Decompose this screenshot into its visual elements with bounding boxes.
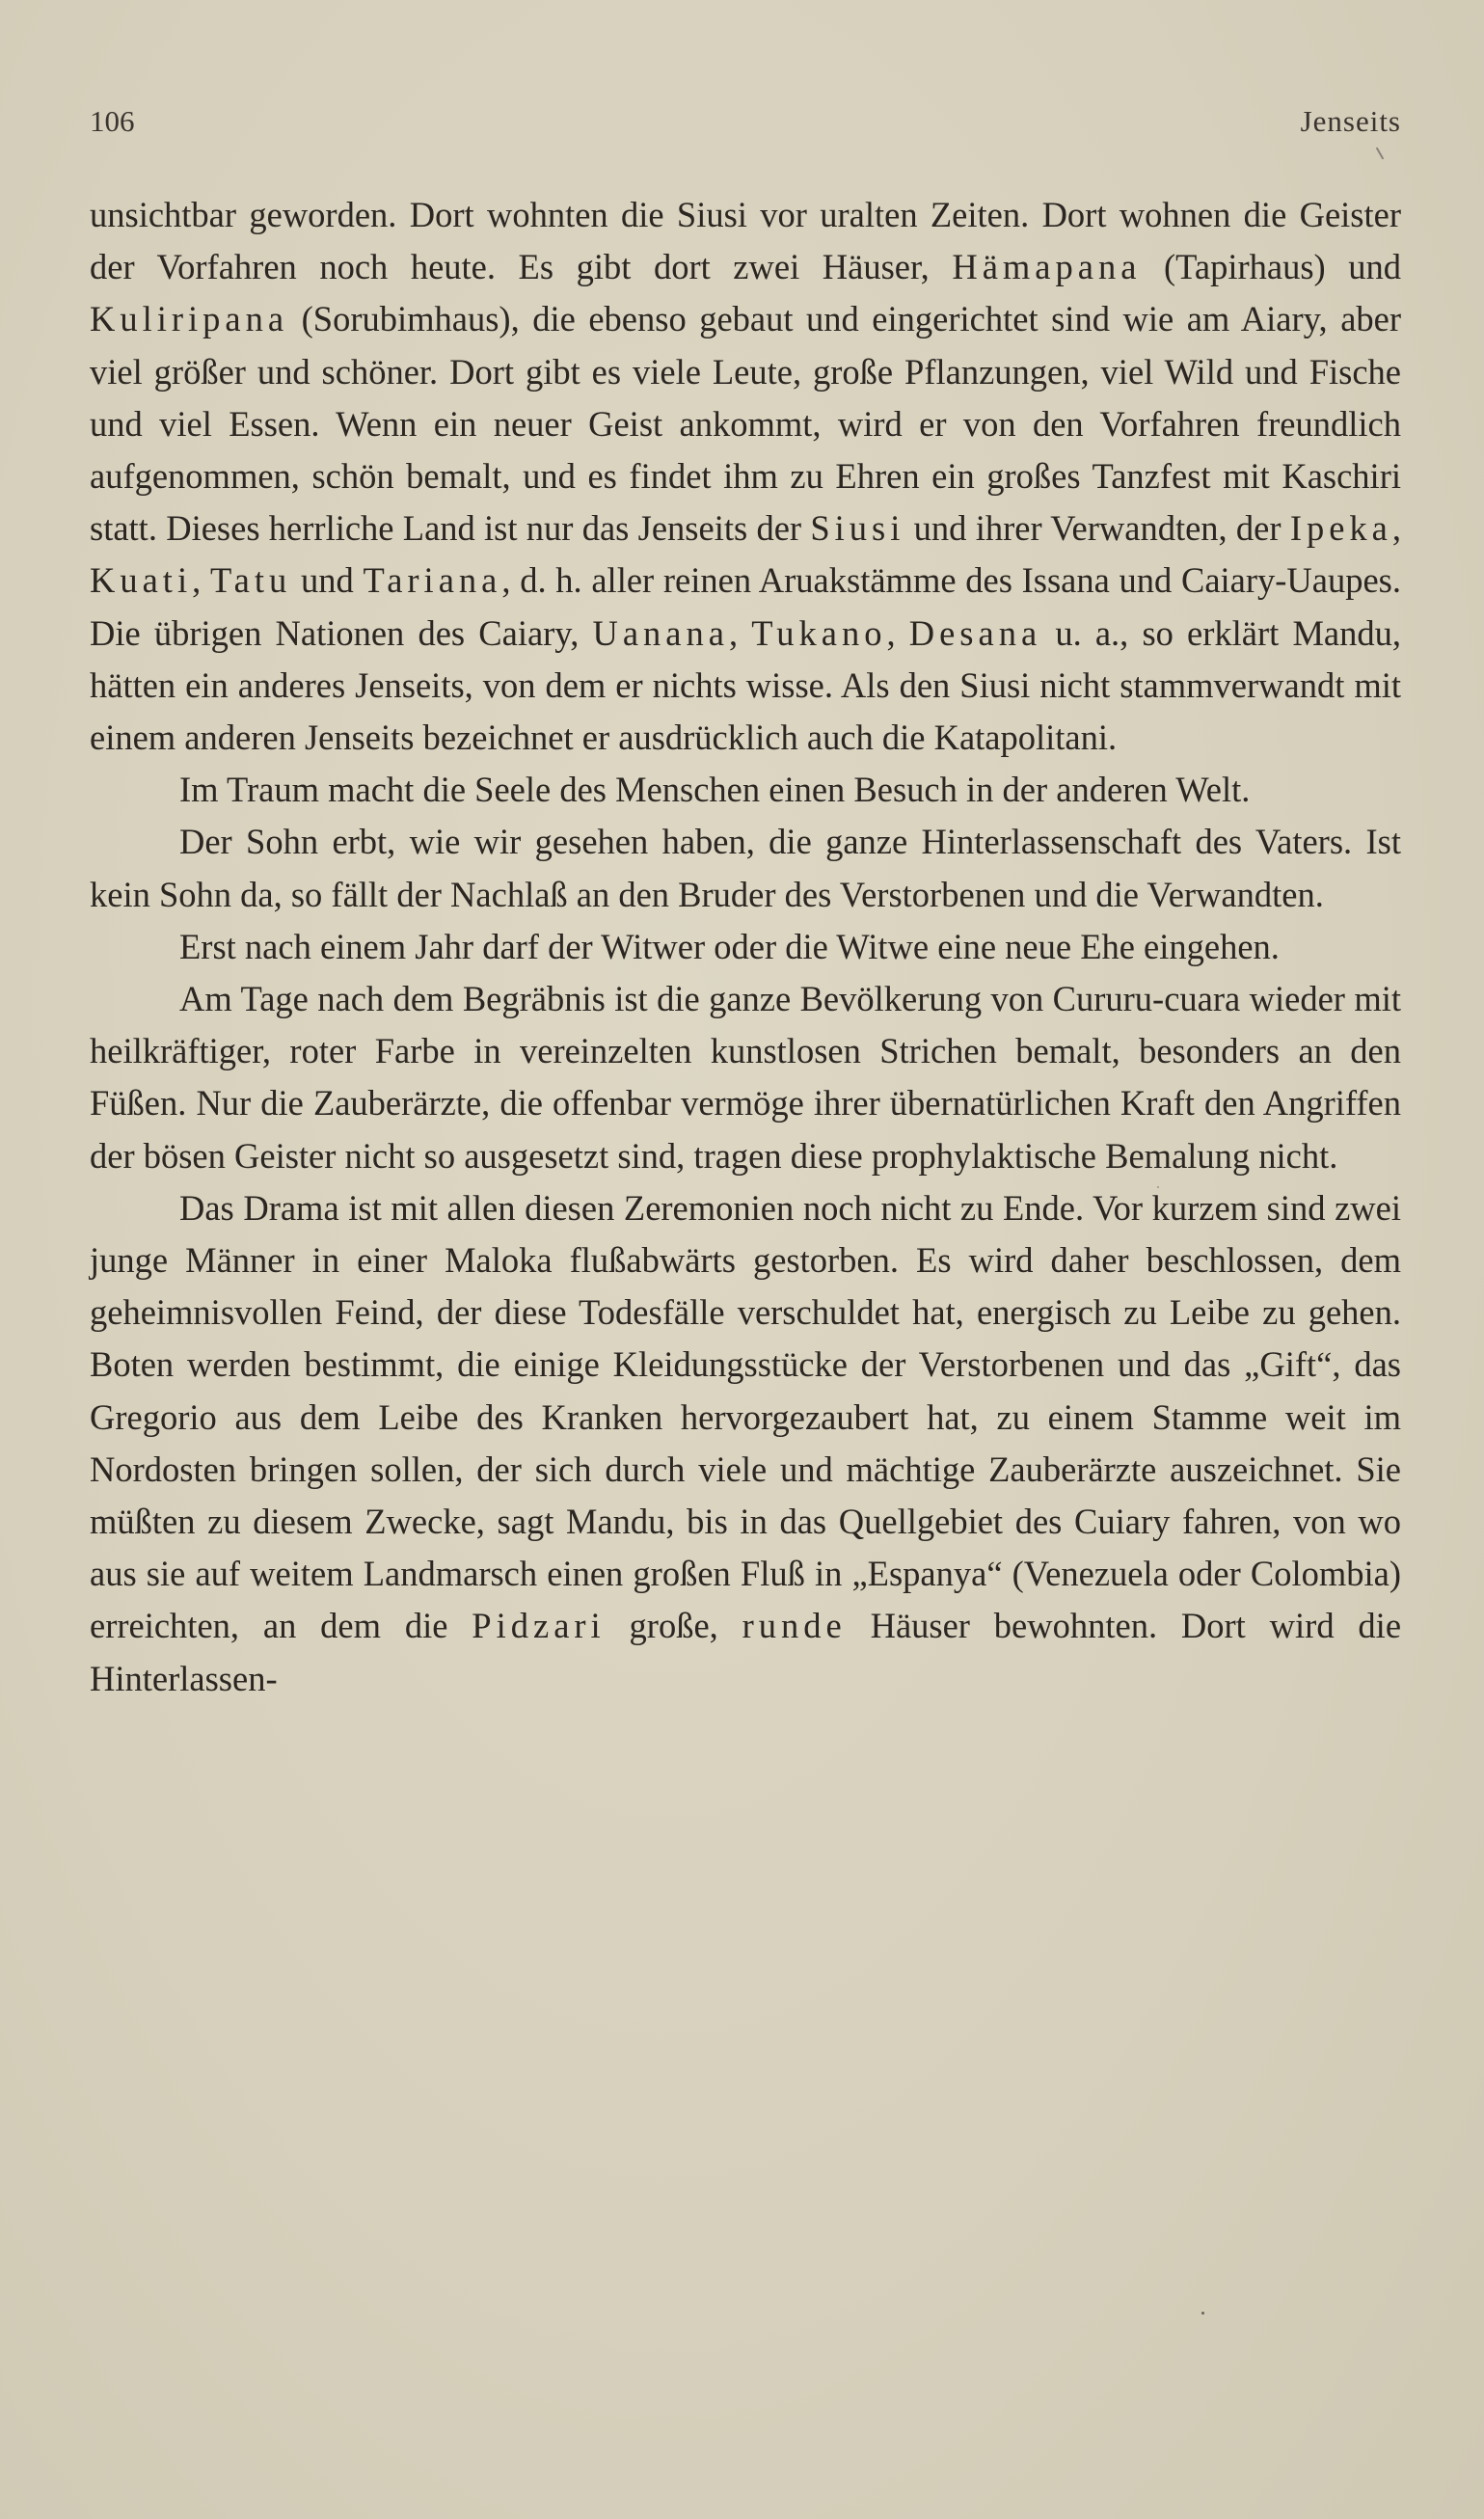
spaced-name: Uanana	[592, 612, 729, 653]
running-title: Jenseits	[1300, 104, 1401, 138]
text-run: Häuser bewohnten. Dort wird die Hinterlassen-	[90, 1606, 1402, 1698]
text-run: ,	[1391, 508, 1401, 549]
spaced-name: Kuliripana	[90, 299, 289, 339]
spaced-name: Desana	[908, 612, 1042, 653]
spaced-name: Siusi	[810, 508, 905, 549]
text-run: Erst nach einem Jahr darf der Witwer oder die Witwe eine neue Ehe eingehen.	[179, 926, 1280, 966]
paragraph	[90, 189, 1401, 764]
spaced-name: Pidzari	[472, 1606, 606, 1646]
text-run: ,	[728, 612, 752, 653]
text-run: u. a., so erklärt Mandu, hätten ein anderes Jenseits, von dem er nichts wisse. Als den Siusi nicht stammverwandt mit einem anderen Jenseits bezeichnet er ausdrücklich auch die Katapolitani.	[90, 612, 1401, 758]
text-run: große,	[605, 1606, 742, 1646]
body-text	[90, 189, 1401, 1705]
spaced-name: Hämapana	[952, 247, 1142, 287]
spaced-name: Kuati	[90, 560, 193, 601]
paragraph	[90, 921, 1401, 973]
text-run: (Tapirhaus) und	[1141, 247, 1401, 287]
paragraph	[90, 1182, 1401, 1705]
paper-speck	[1157, 1186, 1159, 1188]
spaced-name: Tariana	[363, 560, 502, 601]
text-run: ,	[886, 612, 909, 653]
spaced-name: Tatu	[209, 560, 292, 601]
paragraph	[90, 973, 1401, 1182]
text-run: Im Traum macht die Seele des Menschen einen Besuch in der anderen Welt.	[179, 770, 1251, 810]
text-run: , d. h. aller reinen Aruakstämme des Issana und Caiary-Uaupes. Die übrigen Nationen des Caiary,	[90, 560, 1402, 653]
page-header	[90, 104, 1401, 143]
text-run: (Sorubimhaus), die ebenso gebaut und eingerichtet sind wie am Aiary, aber viel größer und schöner. Dort gibt es viele Leute, große Pflanzungen, viel Wild und Fische und viel Essen. Wenn ein neuer Geist ankommt, wird er von den Vorfahren freundlich aufgenommen, schön bemalt, und es findet ihm zu Ehren ein großes Tanzfest mit Kaschiri statt. Dieses herrliche Land ist nur das Jenseits der	[90, 299, 1401, 549]
spaced-name: Ipeka	[1289, 508, 1392, 549]
paragraph	[90, 816, 1401, 920]
text-run: Am Tage nach dem Begräbnis ist die ganze Bevölkerung von Cururu-cuara wieder mit heilkräftiger, roter Farbe in vereinzelten kunstlosen Strichen bemalt, besonders an den Füßen. Nur die Zauberärzte, die offenbar vermöge ihrer übernatürlichen Kraft den Angriffen der bösen Geister nicht so ausgesetzt sind, tragen diese prophylaktische Bemalung nicht.	[90, 979, 1401, 1176]
paragraph	[90, 764, 1401, 816]
text-run: und ihrer Verwandten, der	[904, 508, 1290, 549]
text-run: unsichtbar geworden. Dort wohnten die Siusi vor uralten Zeiten. Dort wohnen die Geister der Vorfahren noch heute. Es gibt dort zwei Häuser,	[90, 195, 1401, 287]
spaced-name: runde	[742, 1606, 847, 1646]
text-run: und	[291, 560, 364, 601]
spaced-name: Tukano	[751, 612, 887, 653]
paper-speck	[1201, 2312, 1204, 2315]
text-run: Das Drama ist mit allen diesen Zeremonien noch nicht zu Ende. Vor kurzem sind zwei junge Männer in einer Maloka flußabwärts gestorben. Es wird daher beschlossen, dem geheimnisvollen Feind, der diese Todesfälle verschuldet hat, energisch zu Leibe zu gehen. Boten werden bestimmt, die einige Kleidungsstücke der Verstorbenen und das „Gift“, das Gregorio aus dem Leibe des Kranken hervorgezaubert hat, zu einem Stamme weit im Nordosten bringen sollen, der sich durch viele und mächtige Zauberärzte auszeichnet. Sie müßten zu diesem Zwecke, sagt Mandu, bis in das Quellgebiet des Cuiary fahren, von wo aus sie auf weitem Landmarsch einen großen Fluß in „Espanya“ (Venezuela oder Colombia) erreichten, an dem die	[90, 1187, 1401, 1646]
page-number: 106	[90, 104, 135, 138]
paper-speck	[1376, 147, 1385, 159]
text-run: ,	[192, 560, 210, 601]
text-run: Der Sohn erbt, wie wir gesehen haben, die ganze Hinterlassenschaft des Vaters. Ist kein Sohn da, so fällt der Nachlaß an den Bruder des Verstorbenen und die Verwandten.	[90, 822, 1401, 914]
